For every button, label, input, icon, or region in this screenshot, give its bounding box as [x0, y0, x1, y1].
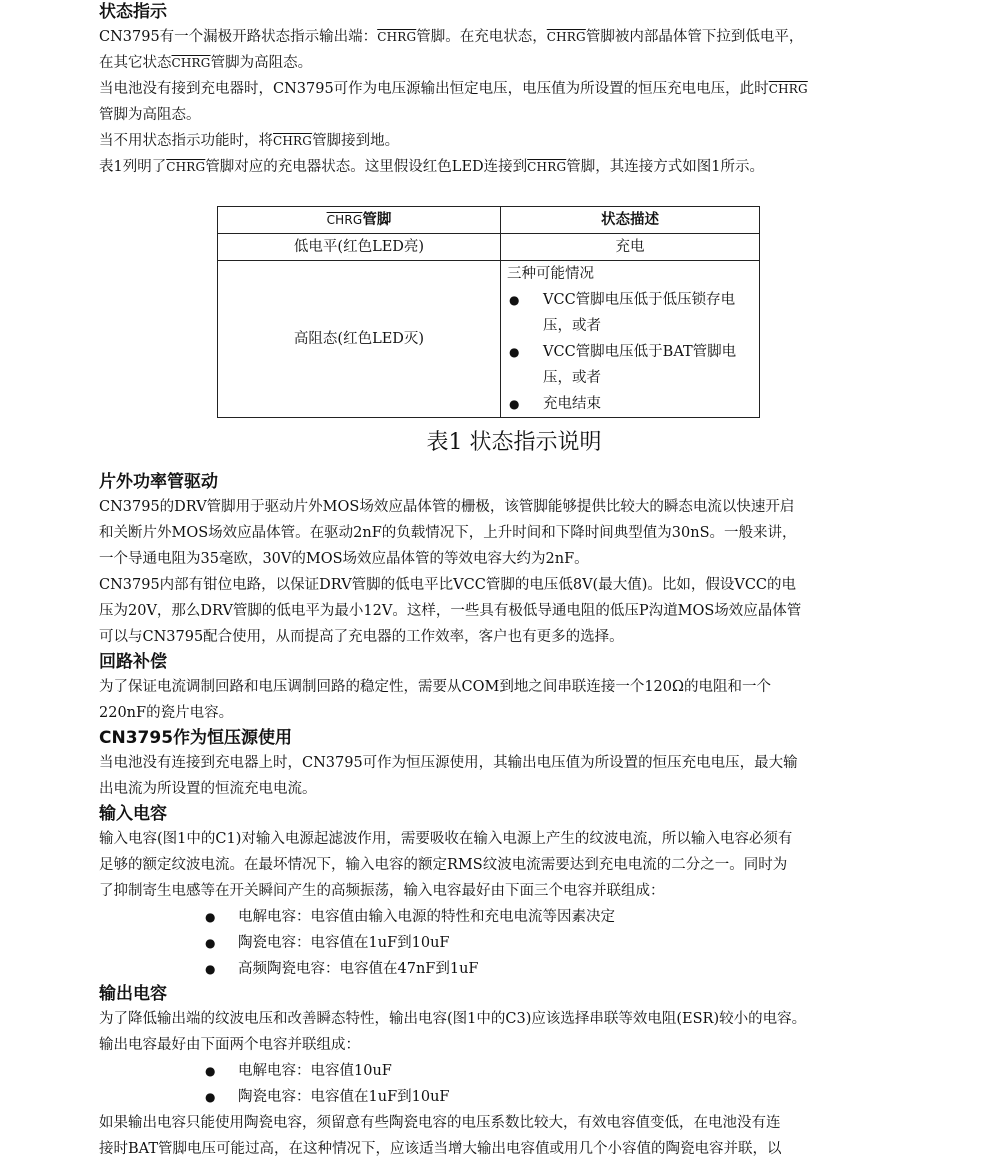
list-item-text: 充电结束 — [543, 396, 601, 412]
list-item — [99, 904, 929, 930]
text: 表1列明了 — [99, 159, 167, 175]
list-item-text: 电解电容：电容值10uF — [238, 1063, 392, 1079]
heading-voltage-source: CN3795作为恒压源使用 — [99, 728, 293, 748]
para-line: 压为20V，那么DRV管脚的低电平为最小12V。这样，一些具有极低导通电阻的低压P沟道MOS场效应晶体管 — [99, 603, 802, 619]
bullet-icon: ● — [205, 936, 216, 950]
header-status-desc: 状态描述 — [501, 207, 760, 234]
status-table — [217, 206, 760, 418]
chrg-pin-label: CHRG — [768, 82, 808, 96]
section-status — [99, 0, 929, 180]
para-line: 输入电容(图1中的C1)对输入电源起滤波作用，需要吸收在输入电源上产生的纹波电流，所以输入电容必须有 — [99, 831, 793, 847]
text: 管脚，其连接方式如图1所示。 — [566, 159, 764, 175]
list-item — [507, 391, 743, 417]
list-item-text: VCC管脚电压低于BAT管脚电压，或者 — [543, 344, 737, 386]
chrg-pin-label: CHRG — [326, 213, 363, 227]
bullet-icon: ● — [509, 397, 520, 411]
para-line: 为了降低输出端的纹波电压和改善瞬态特性，输出电容(图1中的C3)应该选择串联等效电阻(ESR)较小的电容。 — [99, 1011, 807, 1027]
para-status-line6 — [99, 154, 929, 180]
section-lower — [99, 470, 929, 1162]
table-cell: 高阻态(红色LED灭) — [218, 261, 501, 418]
output-capacitor-list — [99, 1058, 929, 1110]
para-line: 和关断片外MOS场效应晶体管。在驱动2nF的负载情况下，上升时间和下降时间典型值为30nS。一般来讲， — [99, 525, 797, 541]
bullet-icon: ● — [205, 1064, 216, 1078]
table-header-row — [218, 207, 760, 234]
para-status-line4: 管脚为高阻态。 — [99, 107, 201, 123]
table-caption: 表1 状态指示说明 — [426, 430, 602, 455]
chrg-pin-label: CHRG — [171, 56, 211, 70]
para-status-line3 — [99, 76, 929, 102]
list-item-text: 电解电容：电容值由输入电源的特性和充电电流等因素决定 — [238, 909, 615, 925]
para-line: 一个导通电阻为35毫欧，30V的MOS场效应晶体管的等效电容大约为2nF。 — [99, 551, 589, 567]
text: CN3795有一个漏极开路状态指示输出端： — [99, 29, 378, 45]
heading-external-driver: 片外功率管驱动 — [99, 472, 218, 492]
input-capacitor-list — [99, 904, 929, 982]
chrg-pin-label: CHRG — [273, 134, 313, 148]
text: 管脚被内部晶体管下拉到低电平， — [585, 29, 804, 45]
para-line: 当电池没有连接到充电器上时，CN3795可作为恒压源使用，其输出电压值为所设置的恒压充电电压，最大输 — [99, 755, 798, 771]
para-line: 出电流为所设置的恒流充电电流。 — [99, 781, 317, 797]
table-cell: 充电 — [501, 234, 760, 261]
heading-output-capacitor: 输出电容 — [99, 984, 167, 1004]
bullet-icon: ● — [509, 345, 520, 359]
para-line: CN3795的DRV管脚用于驱动片外MOS场效应晶体管的栅极，该管脚能够提供比较大的瞬态电流以快速开启 — [99, 499, 795, 515]
para-status-line1 — [99, 24, 929, 50]
chrg-pin-label: CHRG — [377, 30, 417, 44]
chrg-pin-label: CHRG — [546, 30, 586, 44]
text: 在其它状态 — [99, 55, 172, 71]
list-item — [507, 339, 743, 391]
list-item-text: 陶瓷电容：电容值在1uF到10uF — [238, 935, 450, 951]
table-row — [218, 234, 760, 261]
text: 当电池没有接到充电器时，CN3795可作为电压源输出恒定电压，电压值为所设置的恒压充电电压，此时 — [99, 81, 769, 97]
list-item — [99, 930, 929, 956]
para-line: 了抑制寄生电感等在开关瞬间产生的高频振荡，输入电容最好由下面三个电容并联组成： — [99, 883, 665, 899]
heading-status-indicator: 状态指示 — [99, 2, 167, 22]
list-item-text: VCC管脚电压低于低压锁存电压，或者 — [543, 292, 736, 334]
para-line: 可以与CN3795配合使用，从而提高了充电器的工作效率，客户也有更多的选择。 — [99, 629, 624, 645]
list-item — [99, 1084, 929, 1110]
list-item-text: 高频陶瓷电容：电容值在47nF到1uF — [238, 961, 479, 977]
text: 当不用状态指示功能时，将 — [99, 133, 273, 149]
bullet-icon: ● — [205, 910, 216, 924]
para-line: 220nF的瓷片电容。 — [99, 705, 234, 721]
list-item-text: 陶瓷电容：电容值在1uF到10uF — [238, 1089, 450, 1105]
chrg-pin-label: CHRG — [527, 160, 567, 174]
conditions-intro: 三种可能情况 — [507, 266, 594, 282]
heading-loop-compensation: 回路补偿 — [99, 652, 167, 672]
para-line: 输出电容最好由下面两个电容并联组成： — [99, 1037, 360, 1053]
table-cell: 低电平(红色LED亮) — [218, 234, 501, 261]
list-item — [507, 287, 743, 339]
text: 管脚。在充电状态， — [416, 29, 547, 45]
para-line: 为了保证电流调制回路和电压调制回路的稳定性，需要从COM到地之间串联连接一个120Ω的电阻和一个 — [99, 679, 772, 695]
para-line: 如果输出电容只能使用陶瓷电容，须留意有些陶瓷电容的电压系数比较大，有效电容值变低，在电池没有连 — [99, 1115, 781, 1131]
bullet-icon: ● — [205, 962, 216, 976]
text: 管脚接到地。 — [312, 133, 400, 149]
list-item — [99, 956, 929, 982]
header-chrg-pin — [218, 207, 501, 234]
heading-input-capacitor: 输入电容 — [99, 804, 167, 824]
para-line: 接时BAT管脚电压可能过高，在这种情况下，应该适当增大输出电容值或用几个小容值的陶瓷电容并联，以 — [99, 1141, 782, 1157]
bullet-icon: ● — [205, 1090, 216, 1104]
chrg-pin-label: CHRG — [166, 160, 206, 174]
para-status-line5 — [99, 128, 929, 154]
text: 管脚对应的充电器状态。这里假设红色LED连接到 — [205, 159, 528, 175]
para-status-line2 — [99, 50, 929, 76]
para-line: 足够的额定纹波电流。在最坏情况下，输入电容的额定RMS纹波电流需要达到充电电流的二分之一。同时为 — [99, 857, 788, 873]
text: 管脚为高阻态。 — [210, 55, 313, 71]
conditions-list — [507, 287, 743, 417]
table-row — [218, 261, 760, 418]
bullet-icon: ● — [509, 293, 520, 307]
para-line: CN3795内部有钳位电路，以保证DRV管脚的低电平比VCC管脚的电压低8V(最大值)。比如，假设VCC的电 — [99, 577, 797, 593]
header-text: 管脚 — [362, 212, 392, 228]
table-cell-conditions — [501, 261, 760, 418]
list-item — [99, 1058, 929, 1084]
